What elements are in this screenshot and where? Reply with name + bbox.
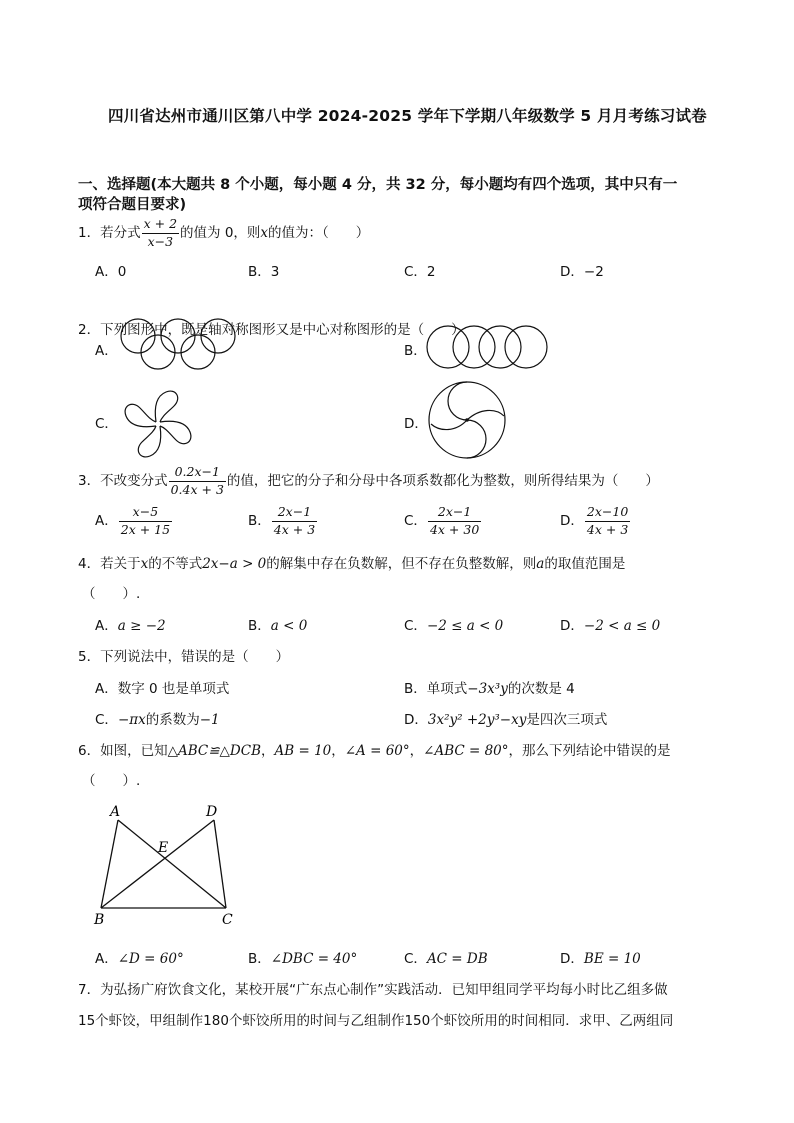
q6-option-d: D．BE = 10 bbox=[560, 951, 641, 967]
label-c: C bbox=[222, 912, 233, 928]
q3-option-a: A． $\frac{x-5}{2x + 15}$ bbox=[95, 504, 171, 537]
q2-label-b: B． bbox=[404, 343, 427, 359]
yin-yang-arcs-circle-icon bbox=[426, 380, 508, 460]
q3-fraction: $\frac{0.2x-1}{0.4x + 3}$ bbox=[170, 464, 224, 497]
q4-option-a: A．a ≥ −2 bbox=[95, 618, 166, 634]
q1-option-b: B．3 bbox=[248, 264, 280, 280]
q6-option-b: B．∠DBC = 40° bbox=[248, 951, 358, 967]
q5-option-d: D．3x²y² +2y³−xy是四次三项式 bbox=[404, 712, 608, 728]
q3-option-b: B． $\frac{2x-1}{4x + 3}$ bbox=[248, 504, 316, 537]
question-5-stem: 5．下列说法中，错误的是（ ） bbox=[78, 649, 290, 665]
question-6-line1: 6．如图，已知△ABC≌△DCB，AB = 10，∠A = 60°，∠ABC = 80°，那么下列结论中错误的是 bbox=[78, 743, 671, 759]
page-title: 四川省达州市通川区第八中学 2024-2025 学年下学期八年级数学 5 月月考练习试卷 bbox=[108, 107, 707, 125]
section-heading-line1: 一、选择题(本大题共 8 个小题，每小题 4 分，共 32 分，每小题均有四个选项，其中只有一 bbox=[78, 177, 678, 193]
q3-option-c: C． $\frac{2x-1}{4x + 30}$ bbox=[404, 504, 480, 537]
question-7-line1: 7．为弘扬广府饮食文化，某校开展“广东点心制作”实践活动．已知甲组同学平均每小时比乙组多做 bbox=[78, 982, 668, 998]
question-7-line2: 15个虾饺，甲组制作180个虾饺所用的时间与乙组制作150个虾饺所用的时间相同．求甲、乙两组同 bbox=[78, 1013, 674, 1029]
q2-label-a: A． bbox=[95, 343, 118, 359]
q6-option-a: A．∠D = 60° bbox=[95, 951, 184, 967]
q4-option-b: B．a < 0 bbox=[248, 618, 308, 634]
q3-option-d: D． $\frac{2x-10}{4x + 3}$ bbox=[560, 504, 629, 537]
q6-option-c: C．AC = DB bbox=[404, 951, 488, 967]
question-3-stem: 3．不改变分式 $\frac{0.2x-1}{0.4x + 3}$ 的值，把它的分子和分母中各项系数都化为整数，则所得结果为（ ） bbox=[78, 464, 659, 497]
question-4-line2: （ ）. bbox=[82, 586, 141, 602]
q1-option-a: A．0 bbox=[95, 264, 127, 280]
label-e: E bbox=[158, 840, 169, 856]
q5-option-c: C．−πx的系数为−1 bbox=[95, 712, 220, 728]
question-1-stem: 1．若分式 $\frac{x + 2}{x-3}$ 的值为 0，则x的值为：（ ） bbox=[78, 216, 370, 249]
q1-option-c: C．2 bbox=[404, 264, 436, 280]
q2-label-d: D． bbox=[404, 416, 428, 432]
segment-db bbox=[101, 820, 214, 908]
label-d: D bbox=[206, 804, 218, 820]
q4-option-d: D．−2 < a ≤ 0 bbox=[560, 618, 661, 634]
q5-option-a: A．数字 0 也是单项式 bbox=[95, 681, 230, 697]
segment-ab bbox=[101, 820, 118, 908]
label-a: A bbox=[110, 804, 121, 820]
section-heading-line2: 项符合题目要求) bbox=[78, 197, 187, 213]
question-6-line2: （ ）. bbox=[82, 773, 141, 789]
q1-fraction: $\frac{x + 2}{x-3}$ bbox=[143, 216, 178, 249]
four-interlocking-circles-icon bbox=[118, 318, 238, 370]
four-overlapping-circles-row-icon bbox=[426, 324, 550, 370]
label-b: B bbox=[94, 912, 105, 928]
question-4-line1: 4．若关于x的不等式2x−a > 0的解集中存在负数解，但不存在负整数解，则a的取值范围是 bbox=[78, 556, 626, 572]
triangle-figure bbox=[88, 800, 248, 930]
question-2-stem: 2．下列图形中，既是轴对称图形又是中心对称图形的是（ ） bbox=[78, 322, 465, 338]
q2-label-c: C． bbox=[95, 416, 118, 432]
q1-option-d: D．−2 bbox=[560, 264, 604, 280]
q4-option-c: C．−2 ≤ a < 0 bbox=[404, 618, 504, 634]
pinwheel-four-petals-icon bbox=[116, 384, 202, 464]
segment-ac bbox=[118, 820, 226, 908]
q5-option-b: B．单项式−3x³y的次数是 4 bbox=[404, 681, 575, 697]
segment-dc bbox=[214, 820, 226, 908]
